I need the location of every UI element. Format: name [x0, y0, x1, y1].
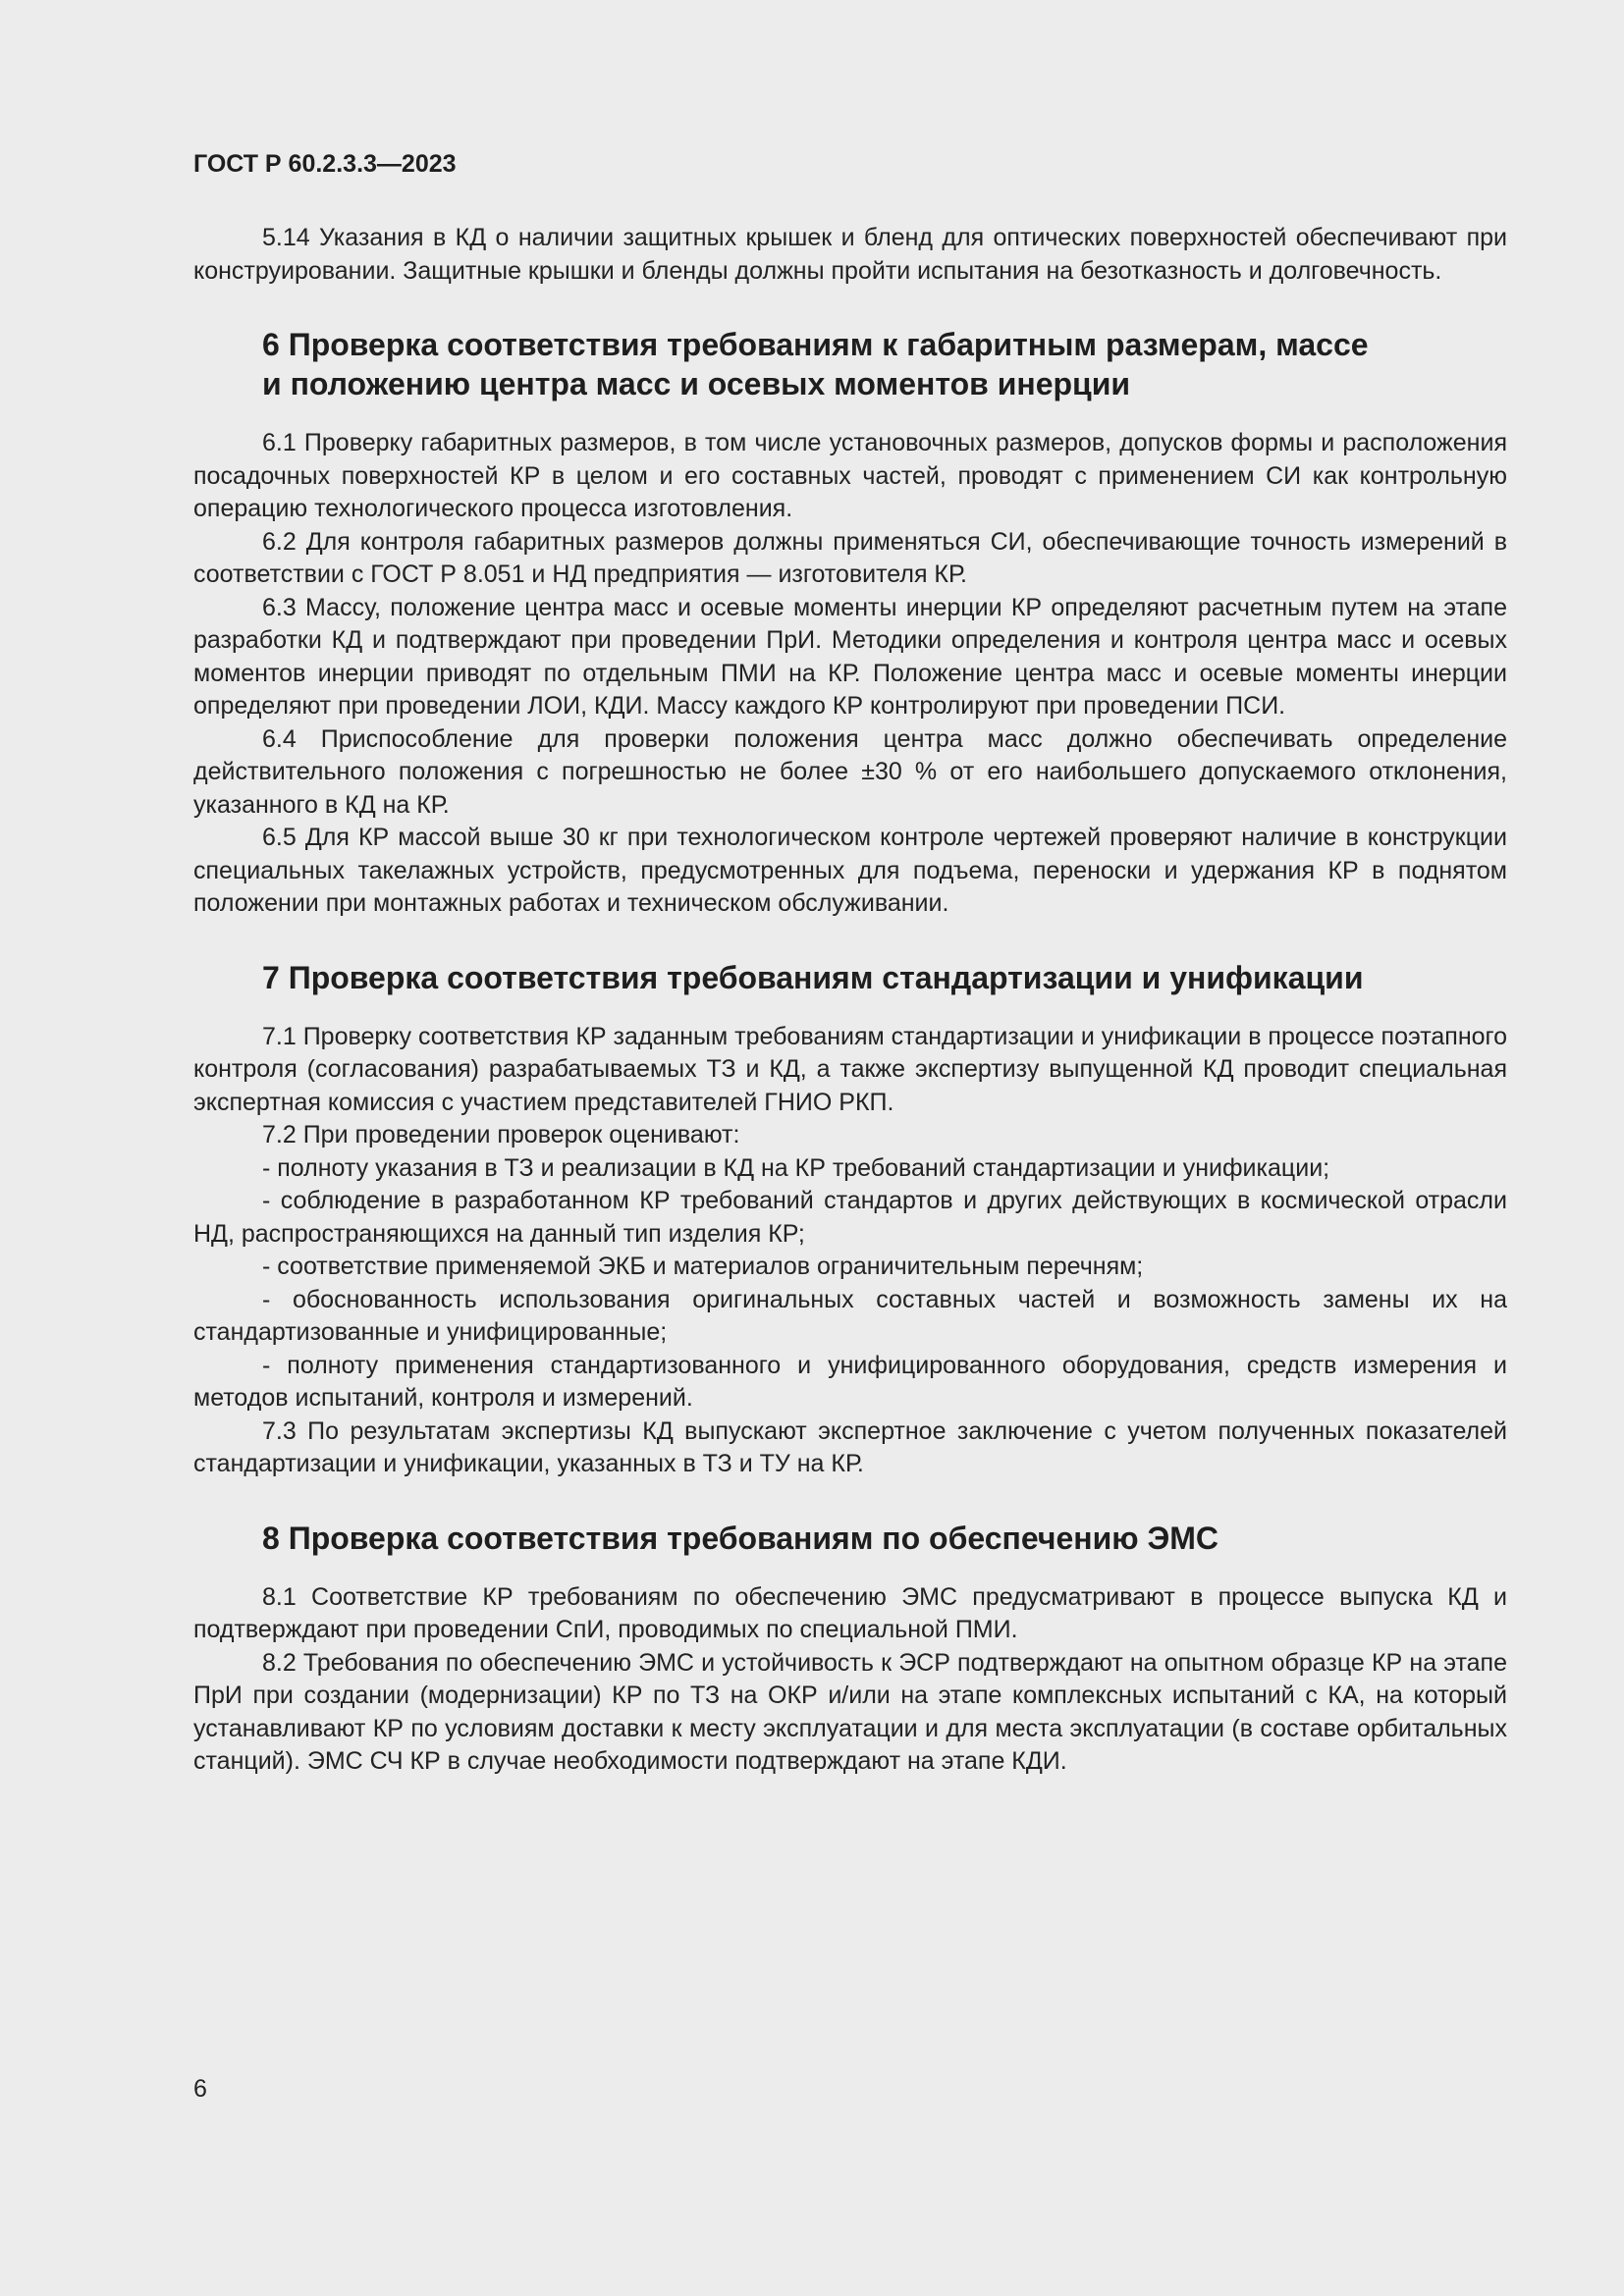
paragraph-5-14: 5.14 Указания в КД о наличии защитных крышек и бленд для оптических поверхностей обеспечивают при конструировании. Защитные крышки и бленды должны пройти испытания на безотказность и долговечность.	[193, 224, 1507, 285]
paragraph-8-1: 8.1 Соответствие КР требованиям по обеспечению ЭМС предусматривают в процессе выпуска КД и подтверждают при проведении СпИ, проводимых по специальной ПМИ.	[193, 1582, 1507, 1643]
paragraph-6-5: 6.5 Для КР массой выше 30 кг при технологическом контроле чертежей проверяют наличие в конструкции специальных такелажных устройств, предусмотренных для подъема, переноски и удержания КР в поднятом положении при монтажных работах и техническом обслуживании.	[193, 824, 1507, 917]
section-7-heading: 7 Проверка соответствия требованиям стандартизации и унификации	[262, 959, 1364, 995]
page-number: 6	[193, 2075, 207, 2103]
paragraph-7-2: 7.2 При проведении проверок оценивают:	[262, 1121, 740, 1148]
list-item: - полноту указания в ТЗ и реализации в КД на КР требований стандартизации и унификации;	[262, 1153, 1330, 1182]
list-item: - обоснованность использования оригинальных составных частей и возможность замены их на стандартизованные и унифицированные;	[193, 1285, 1507, 1346]
list-item: - соблюдение в разработанном КР требований стандартов и других действующих в космической отрасли НД, распространяющихся на данный тип изделия КР;	[193, 1187, 1507, 1248]
section-6-heading	[193, 325, 1507, 403]
section-8-heading: 8 Проверка соответствия требованиям по обеспечению ЭМС	[262, 1520, 1218, 1556]
document-body	[193, 222, 1507, 1779]
list-item: - полноту применения стандартизованного и унифицированного оборудования, средств измерения и методов испытаний, контроля и измерений.	[193, 1351, 1507, 1412]
paragraph-6-3: 6.3 Массу, положение центра масс и осевые моменты инерции КР определяют расчетным путем на этапе разработки КД и подтверждают при проведении ПрИ. Методики определения и контроля центра масс и осевых моментов инерции приводят по отдельным ПМИ на КР. Положение центра масс и осевые моменты инерции определяют при проведении ЛОИ, КДИ. Массу каждого КР контролируют при проведении ПСИ.	[193, 593, 1507, 720]
paragraph-6-1: 6.1 Проверку габаритных размеров, в том числе установочных размеров, допусков формы и расположения посадочных поверхностей КР в целом и его составных частей, проводят с применением СИ как контрольную операцию технологического процесса изготовления.	[193, 429, 1507, 522]
section-6-heading-line2: и положению центра масс и осевых моментов инерции	[262, 366, 1131, 401]
paragraph-7-1: 7.1 Проверку соответствия КР заданным требованиям стандартизации и унификации в процессе поэтапного контроля (согласования) разрабатываемых ТЗ и КД, а также экспертизу выпущенной КД проводит специальная экспертная комиссия с участием представителей ГНИО РКП.	[193, 1022, 1507, 1116]
section-6-heading-line1: 6 Проверка соответствия требованиям к габаритным размерам, массе	[262, 327, 1369, 362]
paragraph-6-4: 6.4 Приспособление для проверки положения центра масс должно обеспечивать определение действительного положения с погрешностью не более ±30 % от его наибольшего допускаемого отклонения, указанного в КД на КР.	[193, 724, 1507, 819]
paragraph-8-2: 8.2 Требования по обеспечению ЭМС и устойчивость к ЭСР подтверждают на опытном образце КР на этапе ПрИ при создании (модернизации) КР по ТЗ на ОКР и/или на этапе комплексных испытаний с КА, на который устанавливают КР по условиям доставки к месту эксплуатации и для места эксплуатации (в составе орбитальных станций). ЭМС СЧ КР в случае необходимости подтверждают на этапе КДИ.	[193, 1648, 1507, 1775]
paragraph-6-2: 6.2 Для контроля габаритных размеров должны применяться СИ, обеспечивающие точность измерений в соответствии с ГОСТ Р 8.051 и НД предприятия — изготовителя КР.	[193, 527, 1507, 588]
list-item: - соответствие применяемой ЭКБ и материалов ограничительным перечням;	[262, 1253, 1144, 1280]
paragraph-7-3: 7.3 По результатам экспертизы КД выпускают экспертное заключение с учетом полученных показателей стандартизации и унификации, указанных в ТЗ и ТУ на КР.	[193, 1416, 1507, 1477]
document-header: ГОСТ Р 60.2.3.3—2023	[193, 150, 457, 178]
